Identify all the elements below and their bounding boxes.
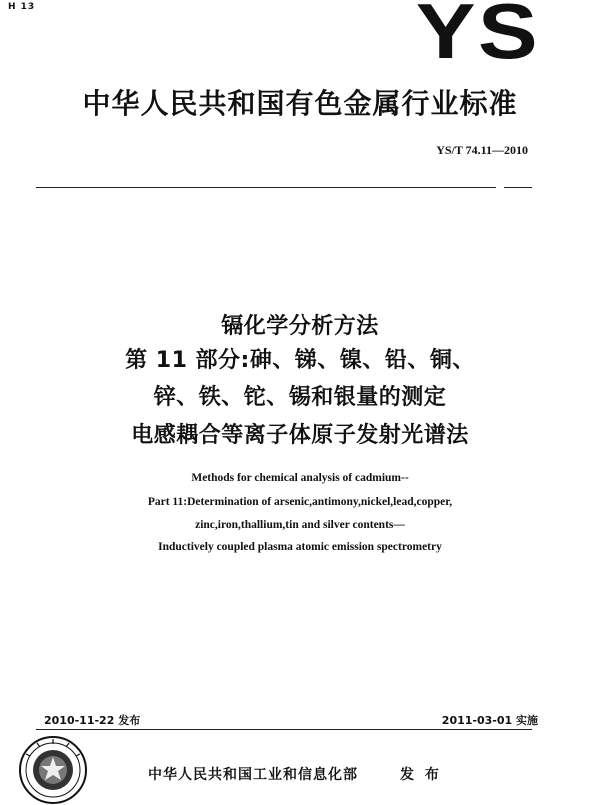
standard-title: 中华人民共和国有色金属行业标准	[82, 87, 518, 120]
cn-title-line-2: 第 11 部分:砷、锑、镍、铅、铜、	[125, 348, 475, 373]
standard-number: YS/T 74.11—2010	[436, 143, 528, 157]
en-title-line-1: Methods for chemical analysis of cadmium--	[191, 472, 409, 484]
en-title-line-2: Part 11:Determination of arsenic,antimony,nickel,lead,copper,	[147, 496, 453, 508]
publisher-name: 中华人民共和国工业和信息化部	[148, 767, 358, 783]
national-emblem-seal	[18, 735, 88, 805]
top-divider-tail	[504, 187, 532, 188]
cn-title-line-3: 锌、铁、铊、锡和银量的测定	[153, 385, 447, 410]
cn-title-line-4: 电感耦合等离子体原子发射光谱法	[131, 423, 469, 448]
publish-date: 2010-11-22 发布	[44, 714, 141, 727]
en-title-line-3: zinc,iron,thallium,tin and silver contents—	[195, 519, 405, 531]
issue-label: 发 布	[400, 767, 442, 783]
top-divider	[36, 187, 496, 188]
ys-logo: YS	[415, 0, 540, 75]
cn-title-line-1: 镉化学分析方法	[221, 314, 379, 339]
en-title-line-4: Inductively coupled plasma atomic emission spectrometry	[158, 541, 442, 553]
ics-code: H 13	[8, 2, 36, 12]
bottom-divider	[36, 729, 532, 730]
implement-date: 2011-03-01 实施	[441, 714, 538, 727]
